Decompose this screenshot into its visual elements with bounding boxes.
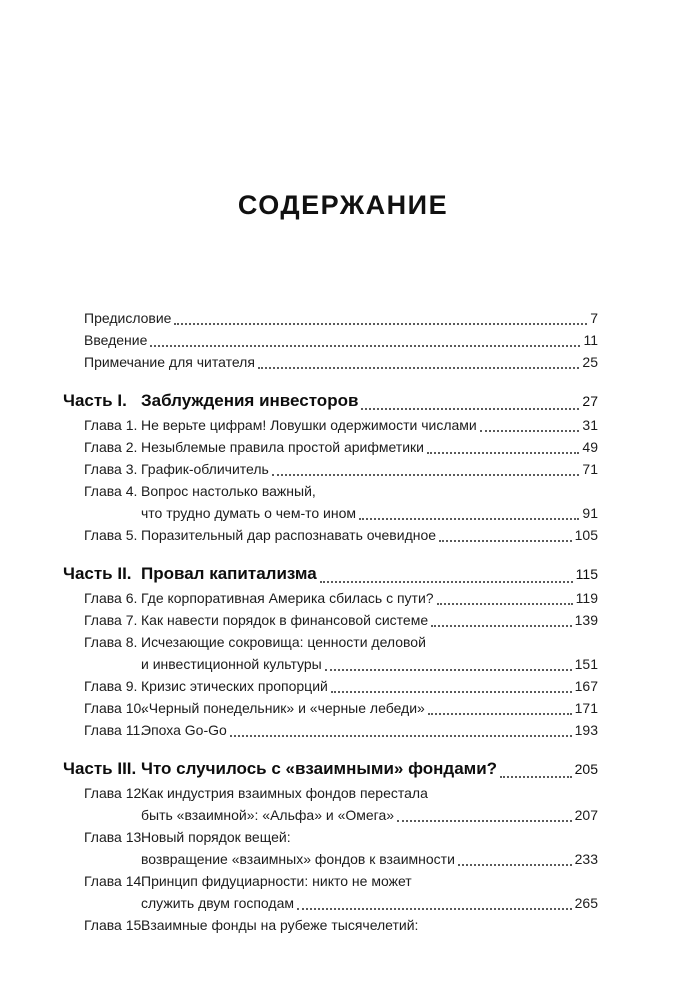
dot-leader [394,804,575,826]
toc-chapter-8 [84,631,598,653]
toc-chapter-label: Глава 15. [84,917,146,933]
toc-chapter-label: Глава 6. [84,590,138,606]
toc-entry-page: 11 [583,332,598,348]
toc-part-label: Часть III. [63,759,137,778]
toc-entry-readers-note [84,351,598,373]
dot-leader [477,414,583,436]
toc-chapter-page: 31 [582,417,598,433]
dot-leader [425,697,575,719]
toc-chapter-15 [84,914,598,936]
dot-leader [455,848,575,870]
toc-entry-introduction [84,329,598,351]
dot-leader [328,675,575,697]
toc-chapter-title: Как индустрия взаимных фондов перестала [141,785,428,801]
toc-chapter-4-continued [84,502,598,524]
toc-part-page: 205 [574,761,598,777]
toc-chapter-label: Глава 1. [84,417,138,433]
dot-leader [497,756,575,782]
toc-chapter-12-continued [84,804,598,826]
toc-part-page: 115 [575,566,598,582]
toc-chapter-title: График-обличитель [141,461,269,477]
toc-chapter-title: Исчезающие сокровища: ценности деловой [141,634,426,650]
toc-chapter-label: Глава 12. [84,785,146,801]
toc-chapter-title: Не верьте цифрам! Ловушки одержимости числами [141,417,477,433]
toc-chapter-label: Глава 10. [84,700,146,716]
toc-chapter-label: Глава 3. [84,461,138,477]
toc-chapter-page: 207 [574,807,598,823]
toc-chapter-2 [84,436,598,458]
dot-leader [356,502,582,524]
dot-leader [428,609,575,631]
toc-chapter-page: 167 [574,678,598,694]
toc-chapter-label: Глава 13. [84,829,146,845]
toc-chapter-page: 91 [582,505,598,521]
toc-chapter-6 [84,587,598,609]
toc-chapter-title: Новый порядок вещей: [141,829,291,845]
toc-chapter-label: Глава 4. [84,483,138,499]
dot-leader [434,587,576,609]
toc-chapter-title: Вопрос настолько важный, [141,483,316,499]
toc-chapter-13-continued [84,848,598,870]
toc-chapter-title: «Черный понедельник» и «черные лебеди» [141,700,425,716]
toc-chapter-14 [84,870,598,892]
toc-chapter-page: 171 [574,700,598,716]
toc-entry-title: Примечание для читателя [84,354,255,370]
toc-part-3 [63,756,598,782]
toc-chapter-4 [84,480,598,502]
toc-part-label: Часть I. [63,391,127,410]
toc-entry-title: Предисловие [84,310,172,326]
toc-chapter-label: Глава 8. [84,634,138,650]
toc-entry-preface [84,307,598,329]
toc-chapter-page: 105 [574,527,598,543]
toc-chapter-title: Эпоха Go-Go [141,722,227,738]
toc-chapter-title: служить двум господам [141,895,294,911]
toc-chapter-3 [84,458,598,480]
toc-part-title: Что случилось с «взаимными» фондами? [141,759,498,778]
dot-leader [255,351,583,373]
toc-chapter-title: быть «взаимной»: «Альфа» и «Омега» [141,807,395,823]
toc-chapter-13 [84,826,598,848]
toc-chapter-page: 71 [582,461,598,477]
toc-chapter-label: Глава 11. [84,722,145,738]
table-of-contents [0,307,686,936]
toc-chapter-title: и инвестиционной культуры [141,656,322,672]
toc-chapter-10 [84,697,598,719]
toc-chapter-title: Поразительный дар распознавать очевидное [141,527,437,543]
toc-chapter-14-continued [84,892,598,914]
toc-chapter-title: Незыблемые правила простой арифметики [141,439,424,455]
dot-leader [424,436,582,458]
toc-chapter-title: что трудно думать о чем-то ином [141,505,357,521]
dot-leader [358,388,582,414]
toc-part-2 [63,561,598,587]
dot-leader [436,524,575,546]
dot-leader [294,892,575,914]
toc-entry-page: 25 [582,354,598,370]
dot-leader [317,561,576,587]
toc-chapter-label: Глава 5. [84,527,138,543]
toc-chapter-page: 193 [574,722,598,738]
dot-leader [227,719,575,741]
dot-leader [171,307,590,329]
toc-chapter-page: 151 [574,656,598,672]
toc-chapter-page: 119 [575,590,598,606]
toc-chapter-title: Принцип фидуциарности: никто не может [141,873,412,889]
toc-chapter-label: Глава 7. [84,612,138,628]
toc-chapter-label: Глава 2. [84,439,138,455]
dot-leader [147,329,583,351]
page-title: СОДЕРЖАНИЕ [237,190,449,220]
toc-chapter-page: 139 [574,612,598,628]
dot-leader [322,653,575,675]
toc-chapter-7 [84,609,598,631]
toc-part-label: Часть II. [63,564,132,583]
toc-chapter-label: Глава 9. [84,678,138,694]
toc-chapter-page: 233 [574,851,598,867]
toc-chapter-title: возвращение «взаимных» фондов к взаимности [141,851,455,867]
toc-chapter-title: Взаимные фонды на рубеже тысячелетий: [141,917,419,933]
toc-chapter-page: 265 [574,895,598,911]
toc-part-1 [63,388,598,414]
toc-chapter-label: Глава 14. [84,873,146,889]
toc-chapter-5 [84,524,598,546]
toc-chapter-8-continued [84,653,598,675]
toc-chapter-1 [84,414,598,436]
toc-chapter-title: Кризис этических пропорций [141,678,328,694]
toc-part-title: Провал капитализма [141,564,317,583]
toc-entry-page: 7 [590,310,598,326]
toc-chapter-11 [84,719,598,741]
toc-chapter-page: 49 [582,439,598,455]
toc-part-title: Заблуждения инвесторов [141,391,359,410]
dot-leader [269,458,583,480]
toc-chapter-title: Как навести порядок в финансовой системе [141,612,429,628]
toc-chapter-9 [84,675,598,697]
toc-entry-title: Введение [84,332,148,348]
toc-chapter-12 [84,782,598,804]
toc-part-page: 27 [582,393,598,409]
toc-chapter-title: Где корпоративная Америка сбилась с пути? [141,590,434,606]
